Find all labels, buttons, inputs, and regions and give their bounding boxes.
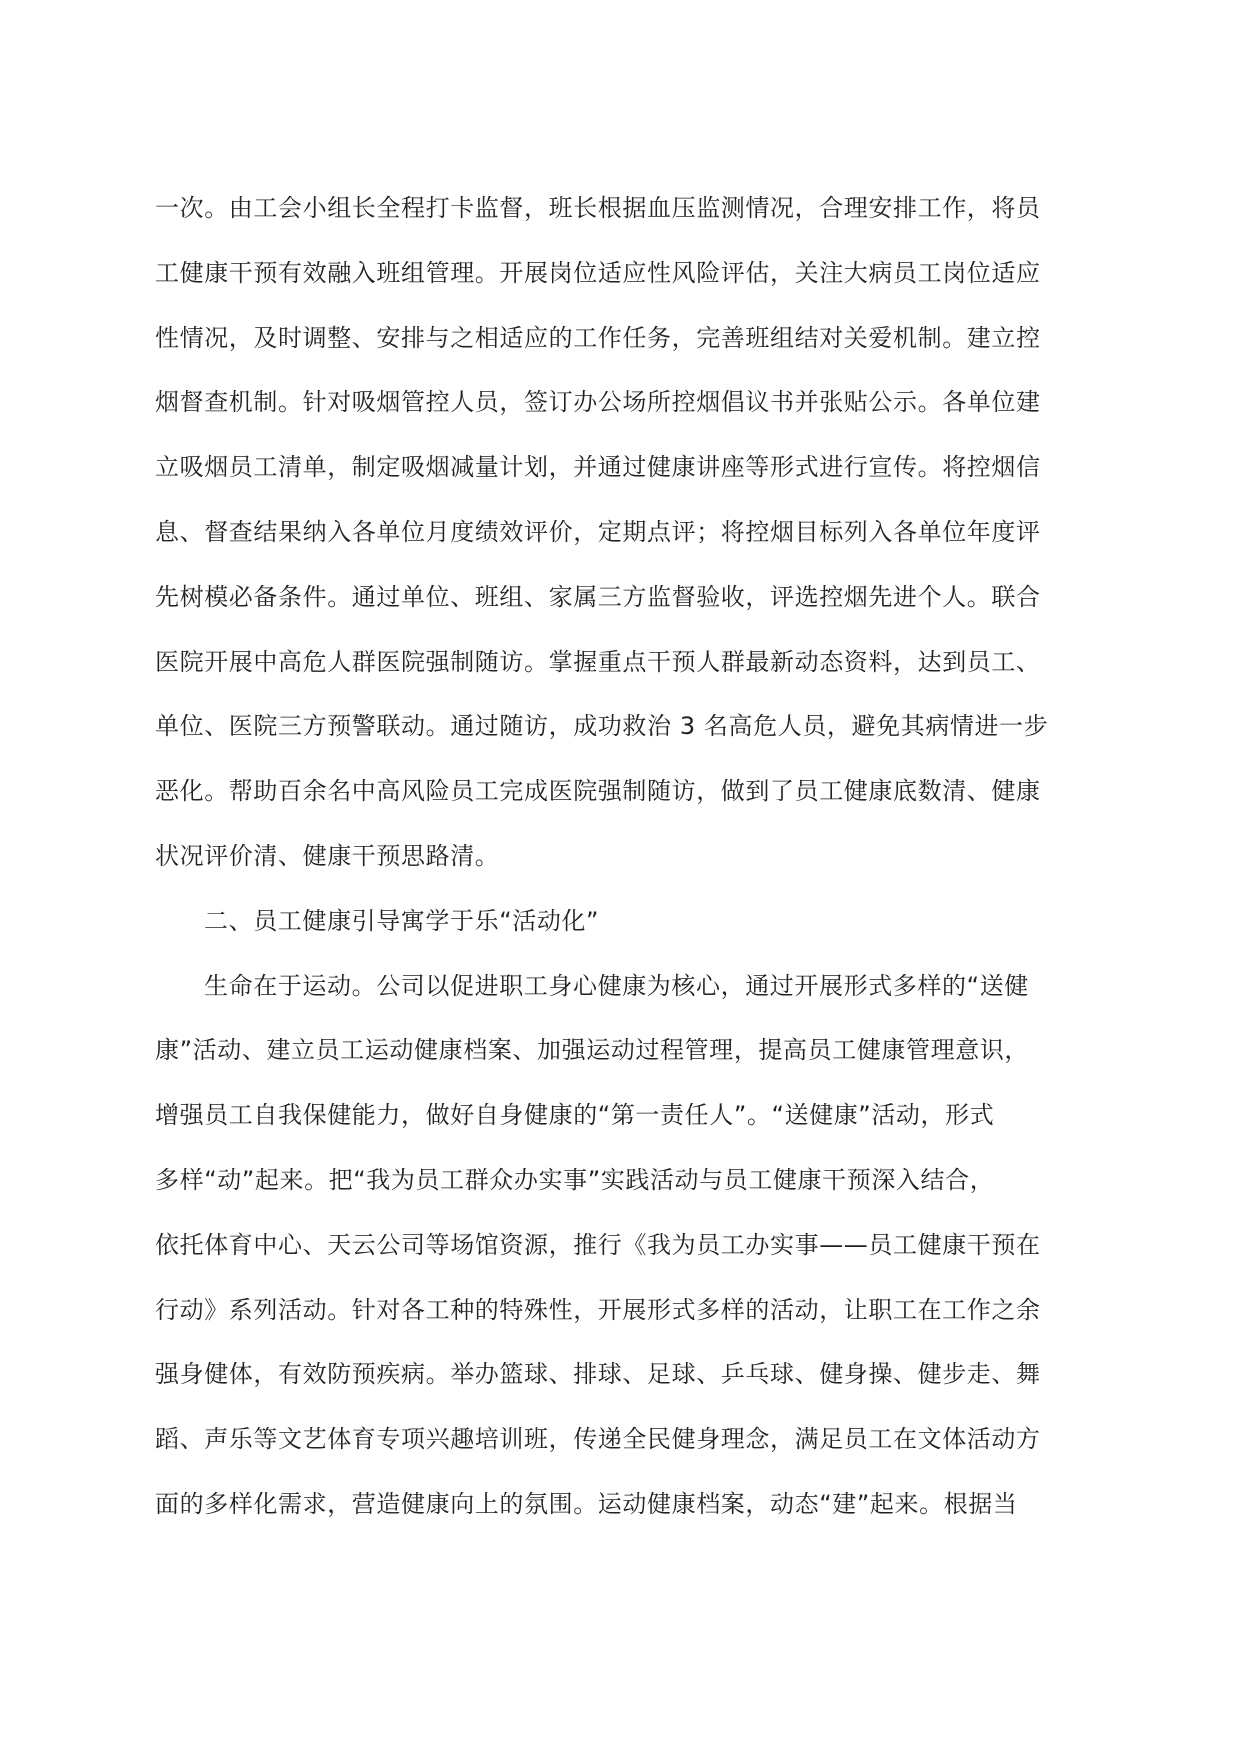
body-line: 行动》系列活动。针对各工种的特殊性，开展形式多样的活动，让职工在工作之余 — [155, 1295, 1041, 1324]
body-line: 单位、医院三方预警联动。通过随访，成功救治 3 名高危人员，避免其病情进一步 — [155, 712, 1049, 741]
body-line: 工健康干预有效融入班组管理。开展岗位适应性风险评估，关注大病员工岗位适应 — [155, 258, 1041, 287]
body-line: 性情况，及时调整、安排与之相适应的工作任务，完善班组结对关爱机制。建立控 — [155, 323, 1041, 352]
body-line: 先树模必备条件。通过单位、班组、家属三方监督验收，评选控烟先进个人。联合 — [155, 582, 1041, 611]
document-body — [155, 193, 1067, 1554]
body-line: 强身健体，有效防预疾病。举办篮球、排球、足球、乒乓球、健身操、健步走、舞 — [155, 1360, 1041, 1389]
body-line: 一次。由工会小组长全程打卡监督，班长根据血压监测情况，合理安排工作，将员 — [155, 194, 1041, 222]
body-line: 多样“动”起来。把“我为员工群众办实事”实践活动与员工健康干预深入结合， — [155, 1165, 995, 1194]
body-line: 状况评价清、健康干预思路清。 — [155, 841, 500, 870]
body-line: 依托体育中心、天云公司等场馆资源，推行《我为员工办实事——员工健康干预在 — [155, 1230, 1041, 1259]
body-line: 康”活动、建立员工运动健康档案、加强运动过程管理，提高员工健康管理意识， — [155, 1036, 1030, 1065]
paragraph-first-line: 生命在于运动。公司以促进职工身心健康为核心，通过开展形式多样的“送健 — [204, 971, 1029, 1000]
body-line: 面的多样化需求，营造健康向上的氛围。运动健康档案，动态“建”起来。根据当 — [155, 1489, 1018, 1518]
body-line: 增强员工自我保健能力，做好自身健康的“第一责任人”。“送健康”活动，形式 — [155, 1101, 995, 1130]
body-line: 医院开展中高危人群医院强制随访。掌握重点干预人群最新动态资料，达到员工、 — [155, 647, 1041, 676]
section-heading: 二、员工健康引导寓学于乐“活动化” — [204, 906, 600, 935]
body-line: 蹈、声乐等文艺体育专项兴趣培训班，传递全民健身理念，满足员工在文体活动方 — [155, 1425, 1041, 1454]
body-line: 息、督查结果纳入各单位月度绩效评价，定期点评；将控烟目标列入各单位年度评 — [155, 517, 1041, 546]
body-line: 立吸烟员工清单，制定吸烟减量计划，并通过健康讲座等形式进行宣传。将控烟信 — [155, 453, 1041, 482]
body-line: 恶化。帮助百余名中高风险员工完成医院强制随访，做到了员工健康底数清、健康 — [155, 777, 1041, 806]
body-line: 烟督查机制。针对吸烟管控人员，签订办公场所控烟倡议书并张贴公示。各单位建 — [155, 388, 1041, 417]
